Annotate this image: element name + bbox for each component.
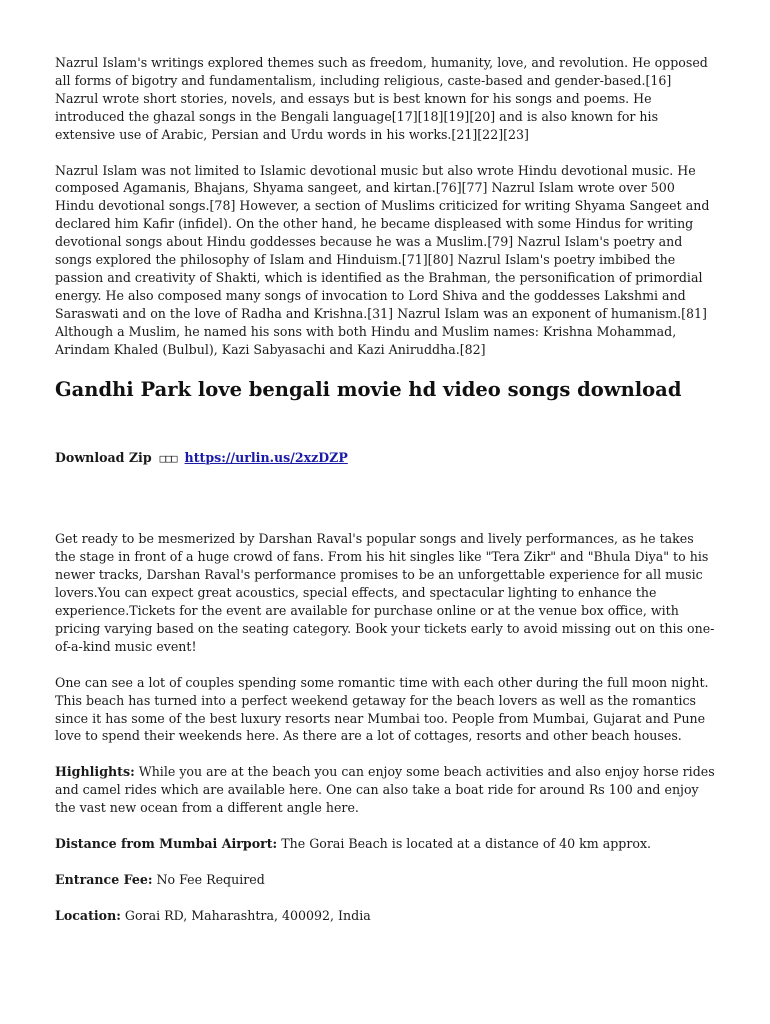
page-title: Gandhi Park love bengali movie hd video songs download [55,377,682,401]
detail-location [55,907,717,925]
arrow-glyphs-icon: □□□ [159,451,177,465]
detail-value: No Fee Required [156,872,265,887]
detail-entrance-fee [55,871,717,889]
detail-value: Gorai RD, Maharashtra, 400092, India [124,907,371,923]
detail-label: Highlights: [55,764,135,780]
document-page [55,54,717,943]
download-label: Download Zip [55,449,152,465]
intro-paragraph: Nazrul Islam's writings explored themes such as freedom, humanity, love, and revolution. He opposed all forms of bigotry and fundamentalism, including religious, caste-based and gender-based.[16] Nazrul wrote short stories, novels, and essays but is best known for his songs and poems. He introduced the ghazal songs in the Bengali language[17][18][19][20] and is also known for his extensive use of Arabic, Persian and Urdu words in his works.[21][22][23] [55,55,708,142]
body-paragraph: Get ready to be mesmerized by Darshan Raval's popular songs and lively performances, as he takes the stage in front of a huge crowd of fans. From his hit singles like "Tera Zikr" and "Bhula Diya" to his newer tracks, Darshan Raval's performance promises to be an unforgettable experience for all music lovers.You can expect great acoustics, special effects, and spectacular lighting to enhance the experience.Tickets for the event are available for purchase online or at the venue box office, with pricing varying based on the seating category. Book your tickets early to avoid missing out on this one-of-a-kind music event! [55,531,715,654]
detail-value: The Gorai Beach is located at a distance of 40 km approx. [281,836,652,852]
detail-highlights [55,763,717,817]
detail-label: Location: [55,907,121,923]
body-paragraph: One can see a lot of couples spending some romantic time with each other during the full moon night. This beach has turned into a perfect weekend getaway for the beach lovers as well as the romantics since it has some of the best luxury resorts near Mumbai too. People from Mumbai, Gujarat and Pune love to spend their weekends here. As there are a lot of cottages, resorts and other beach houses. [55,674,709,744]
detail-value: While you are at the beach you can enjoy some beach activities and also enjoy horse rides and camel rides which are available here. One can also take a boat ride for around Rs 100 and enjoy the vast new ocean from a different angle here. [55,764,715,816]
detail-label: Entrance Fee: [55,872,153,887]
detail-distance [55,835,717,853]
download-link[interactable]: https://urlin.us/2xzDZP [184,449,348,465]
detail-label: Distance from Mumbai Airport: [55,836,278,852]
download-line [55,449,717,468]
intro-paragraph: Nazrul Islam was not limited to Islamic devotional music but also wrote Hindu devotional music. He composed Agamanis, Bhajans, Shyama sangeet, and kirtan.[76][77] Nazrul Islam wrote over 500 Hindu devotional songs.[78] However, a section of Muslims criticized for writing Shyama Sangeet and declared him Kafir (infidel). On the other hand, he became displeased with some Hindus for writing devotional songs about Hindu goddesses because he was a Muslim.[79] Nazrul Islam's poetry and songs explored the philosophy of Islam and Hinduism.[71][80] Nazrul Islam's poetry imbibed the passion and creativity of Shakti, which is identified as the Brahman, the personification of primordial energy. He also composed many songs of invocation to Lord Shiva and the goddesses Lakshmi and Saraswati and on the love of Radha and Krishna.[31] Nazrul Islam was an exponent of humanism.[81] Although a Muslim, he named his sons with both Hindu and Muslim names: Krishna Mohammad, Arindam Khaled (Bulbul), Kazi Sabyasachi and Kazi Aniruddha.[82] [55,162,710,357]
